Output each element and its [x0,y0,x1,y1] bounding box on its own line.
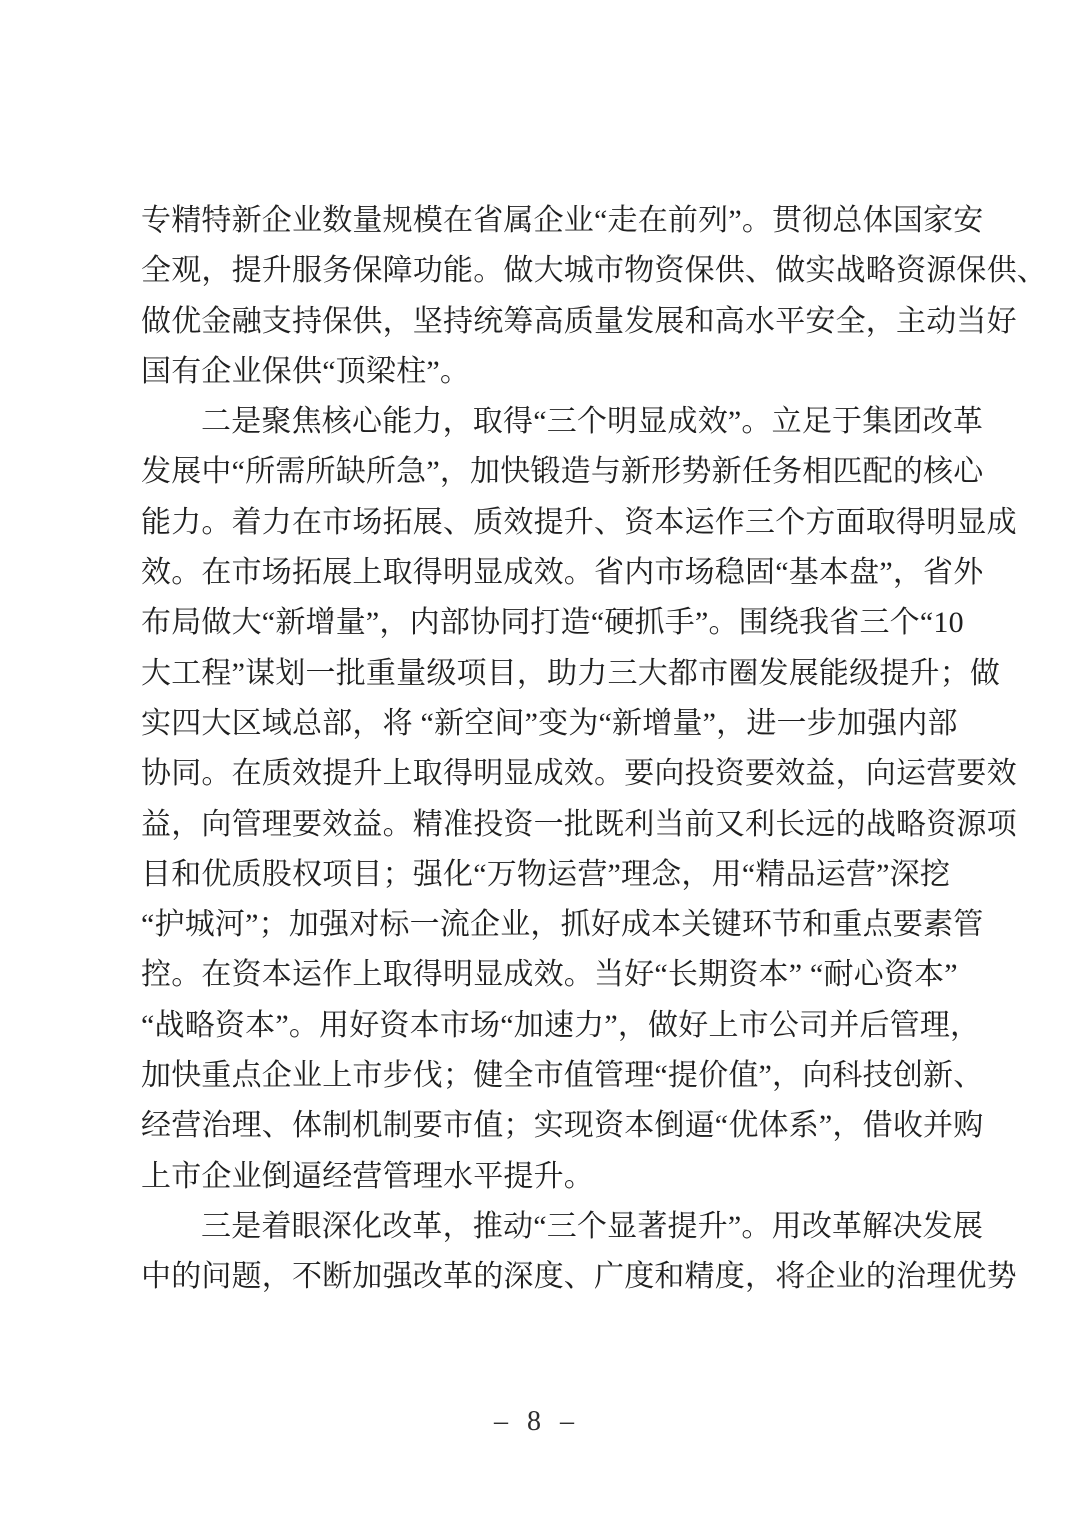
text-line: 做优金融支持保供，坚持统筹高质量发展和高水平安全，主动当好 [141,304,1017,338]
document-body [141,196,1047,1303]
text-line: 三是着眼深化改革，推动“三个显著提升”。用改革解决发展 [201,1209,984,1243]
text-line: 益，向管理要效益。精准投资一批既利当前又利长远的战略资源项 [141,807,1017,841]
text-line: 经营治理、体制机制要市值；实现资本倒逼“优体系”，借收并购 [141,1109,984,1143]
text-line: 中的问题，不断加强改革的深度、广度和精度，将企业的治理优势 [141,1260,1017,1294]
text-line: 上市企业倒逼经营管理水平提升。 [141,1159,594,1193]
text-line: 国有企业保供“顶梁柱”。 [141,354,471,388]
text-line: “护城河”；加强对标一流企业，抓好成本关键环节和重点要素管 [141,908,984,942]
text-line: 二是聚焦核心能力，取得“三个明显成效”。立足于集团改革 [201,405,984,439]
text-line: “战略资本”。用好资本市场“加速力”，做好上市公司并后管理， [141,1008,981,1042]
page-number: – 8 – [494,1406,580,1437]
text-line: 目和优质股权项目；强化“万物运营”理念，用“精品运营”深挖 [141,857,951,891]
text-line: 发展中“所需所缺所急”，加快锻造与新形势新任务相匹配的核心 [141,455,984,489]
text-line: 效。在市场拓展上取得明显成效。省内市场稳固“基本盘”，省外 [141,556,984,590]
text-line: 全观，提升服务保障功能。做大城市物资保供、做实战略资源保供、 [141,254,1047,288]
text-line: 加快重点企业上市步伐；健全市值管理“提价值”，向科技创新、 [141,1059,984,1093]
text-line: 实四大区域总部，将 “新空间”变为“新增量”，进一步加强内部 [141,706,958,740]
text-line: 布局做大“新增量”，内部协同打造“硬抓手”。围绕我省三个“10 [141,606,964,640]
text-line: 控。在资本运作上取得明显成效。当好“长期资本” “耐心资本” [141,958,958,992]
text-line: 大工程”谋划一批重量级项目，助力三大都市圈发展能级提升；做 [141,656,1001,690]
text-line: 专精特新企业数量规模在省属企业“走在前列”。贯彻总体国家安 [141,204,984,237]
text-line: 协同。在质效提升上取得明显成效。要向投资要效益，向运营要效 [141,757,1017,791]
text-line: 能力。着力在市场拓展、质效提升、资本运作三个方面取得明显成 [141,505,1017,539]
